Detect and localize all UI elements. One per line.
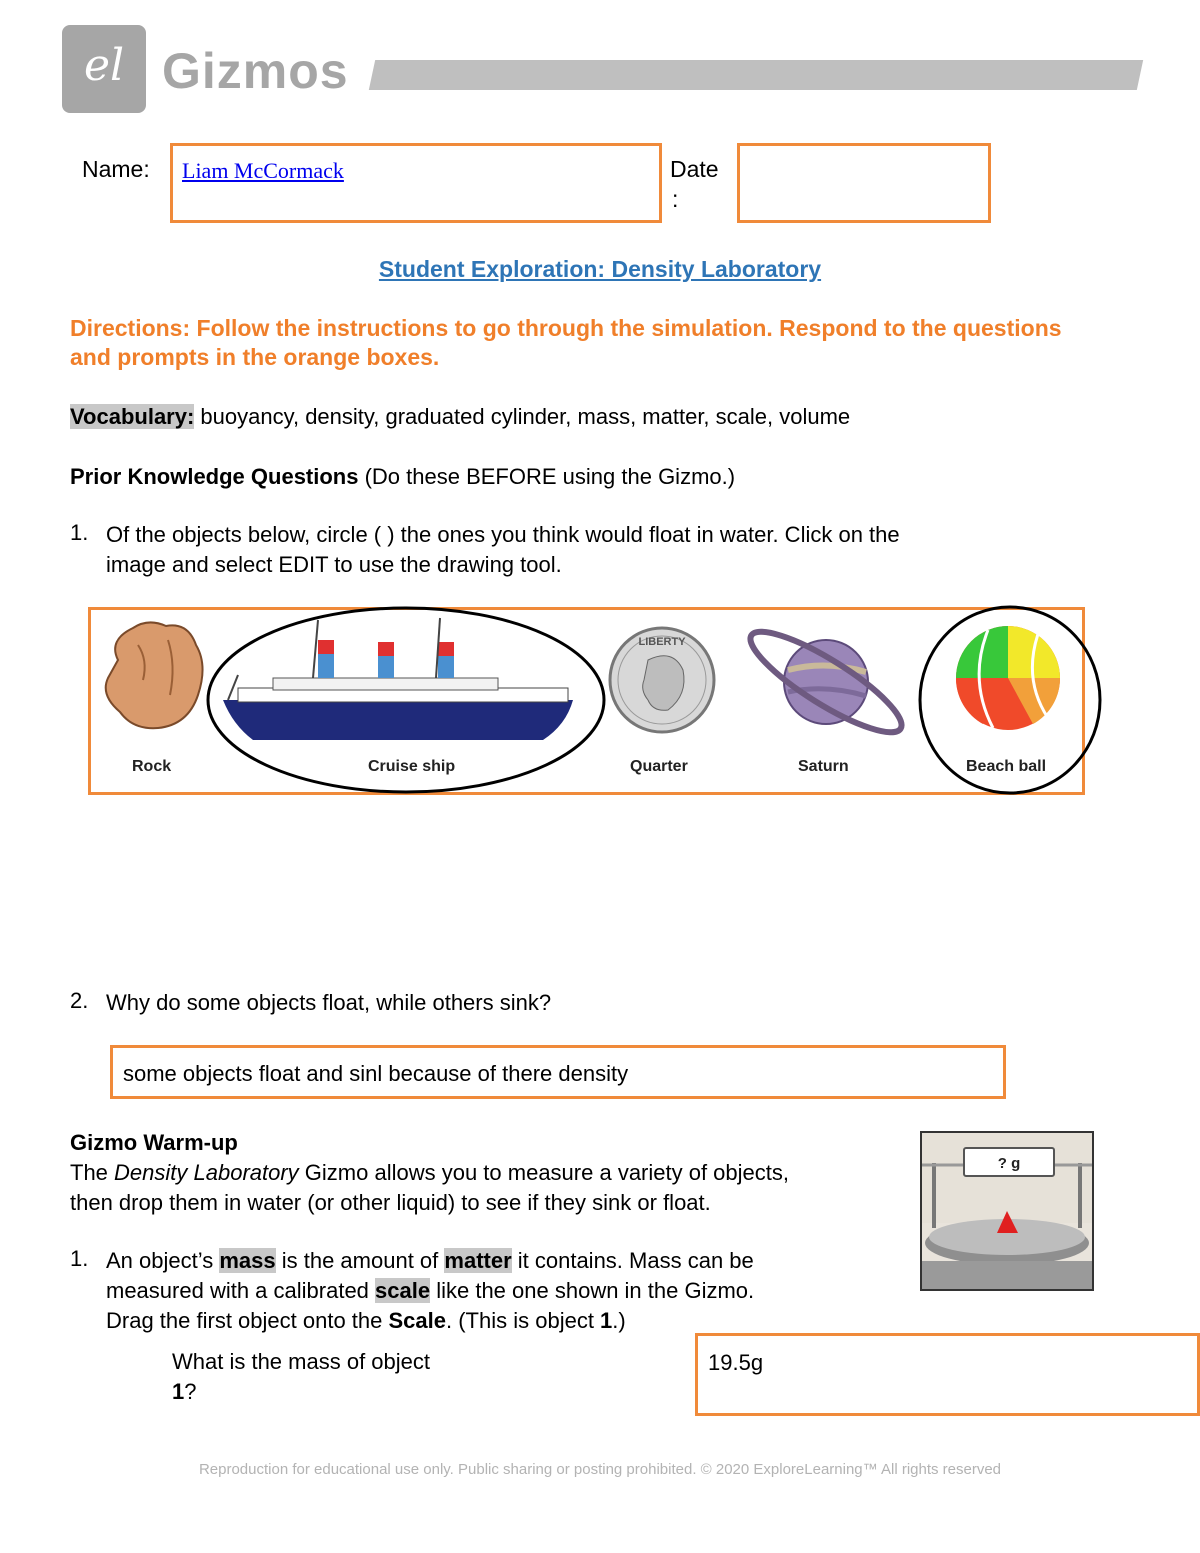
date-label: Date	[670, 156, 719, 182]
prior-heading: Prior Knowledge Questions	[70, 464, 359, 489]
el-logo-icon: el	[83, 40, 125, 91]
name-label: Name:	[82, 156, 150, 182]
scale-word: Scale	[388, 1308, 446, 1333]
q2-answer-box[interactable]	[110, 1045, 1006, 1099]
scale-icon	[922, 1133, 1092, 1289]
w1-text	[106, 1246, 866, 1336]
warmup-intro-a: The	[70, 1160, 115, 1185]
warmup-intro-b: Gizmo allows you to measure a variety of objects,	[298, 1160, 790, 1185]
warmup-heading: Gizmo Warm-up	[70, 1130, 238, 1155]
q1-text	[106, 520, 900, 580]
object-label-rock: Rock	[132, 758, 172, 775]
q1-number: 1.	[70, 520, 89, 545]
beach-ball-icon	[956, 626, 1060, 730]
w1-answer[interactable]: 19.5g	[708, 1350, 764, 1375]
object-label-cruise-ship: Cruise ship	[368, 758, 456, 775]
w1-t6: Drag the first object onto the	[106, 1308, 389, 1333]
q2-number: 2.	[70, 988, 89, 1013]
w1-t4: measured with a calibrated	[106, 1278, 376, 1303]
warmup-section	[70, 1128, 910, 1218]
w1-question-b: 1	[172, 1379, 185, 1404]
page-title: Student Exploration: Density Laboratory	[378, 256, 822, 282]
date-field[interactable]	[737, 143, 991, 223]
saturn-icon	[740, 617, 913, 748]
quarter-coin-icon	[610, 628, 714, 732]
logo-text: Gizmos	[162, 43, 349, 99]
warmup-intro-line2: then drop them in water (or other liquid) to see if they sink or float.	[70, 1190, 711, 1215]
q1-line1: Of the objects below, circle ( ) the ones you think would float in water. Click on the	[106, 522, 900, 547]
vocabulary-label: Vocabulary:	[70, 404, 195, 429]
scale-image	[920, 1131, 1094, 1291]
q1-line2: image and select EDIT to use the drawing tool.	[106, 552, 562, 577]
footer-copyright: Reproduction for educational use only. Public sharing or posting prohibited. © 2020 ExploreLearning™ All rights reserved	[198, 1461, 1002, 1478]
objects-drawing[interactable]	[88, 600, 1108, 805]
w1-t2: is the amount of	[275, 1248, 445, 1273]
object-label-beach-ball: Beach ball	[966, 758, 1047, 775]
w1-number: 1.	[70, 1246, 89, 1271]
vocab-mass: mass	[219, 1248, 276, 1273]
header-bar	[369, 60, 1143, 90]
w1-t1: An object’s	[106, 1248, 220, 1273]
quarter-text: LIBERTY	[638, 636, 686, 648]
vocabulary-terms: buoyancy, density, graduated cylinder, mass, matter, scale, volume	[194, 404, 851, 429]
object-number: 1	[600, 1308, 613, 1333]
cruise-ship-icon	[223, 618, 573, 740]
prior-note: (Do these BEFORE using the Gizmo.)	[358, 464, 736, 489]
w1-t8: .)	[612, 1308, 626, 1333]
name-value[interactable]: Liam McCormack	[182, 158, 344, 183]
object-label-quarter: Quarter	[630, 758, 688, 775]
rock-icon	[106, 622, 203, 728]
scale-display: ? g	[997, 1155, 1021, 1172]
object-label-saturn: Saturn	[798, 758, 849, 775]
vocabulary-line	[70, 402, 850, 432]
vocab-scale: scale	[375, 1278, 431, 1303]
w1-question-a: What is the mass of object	[172, 1349, 430, 1374]
w1-t5: like the one shown in the Gizmo.	[430, 1278, 755, 1303]
warmup-intro-gizmo-name: Density Laboratory	[114, 1160, 299, 1185]
q2-text: Why do some objects float, while others sink?	[106, 990, 552, 1015]
date-colon: :	[672, 186, 679, 212]
vocab-matter: matter	[444, 1248, 512, 1273]
w1-question	[172, 1347, 430, 1407]
q2-answer[interactable]: some objects float and sinl because of there density	[123, 1061, 629, 1086]
w1-t3: it contains. Mass can be	[511, 1248, 754, 1273]
prior-knowledge-heading	[70, 462, 735, 492]
w1-answer-box[interactable]	[695, 1333, 1200, 1416]
directions: Directions: Follow the instructions to go through the simulation. Respond to the questions and prompts in the orange boxes.	[70, 315, 1062, 370]
w1-t7: . (This is object	[446, 1308, 601, 1333]
w1-question-c: ?	[184, 1379, 197, 1404]
name-field[interactable]	[170, 143, 662, 223]
